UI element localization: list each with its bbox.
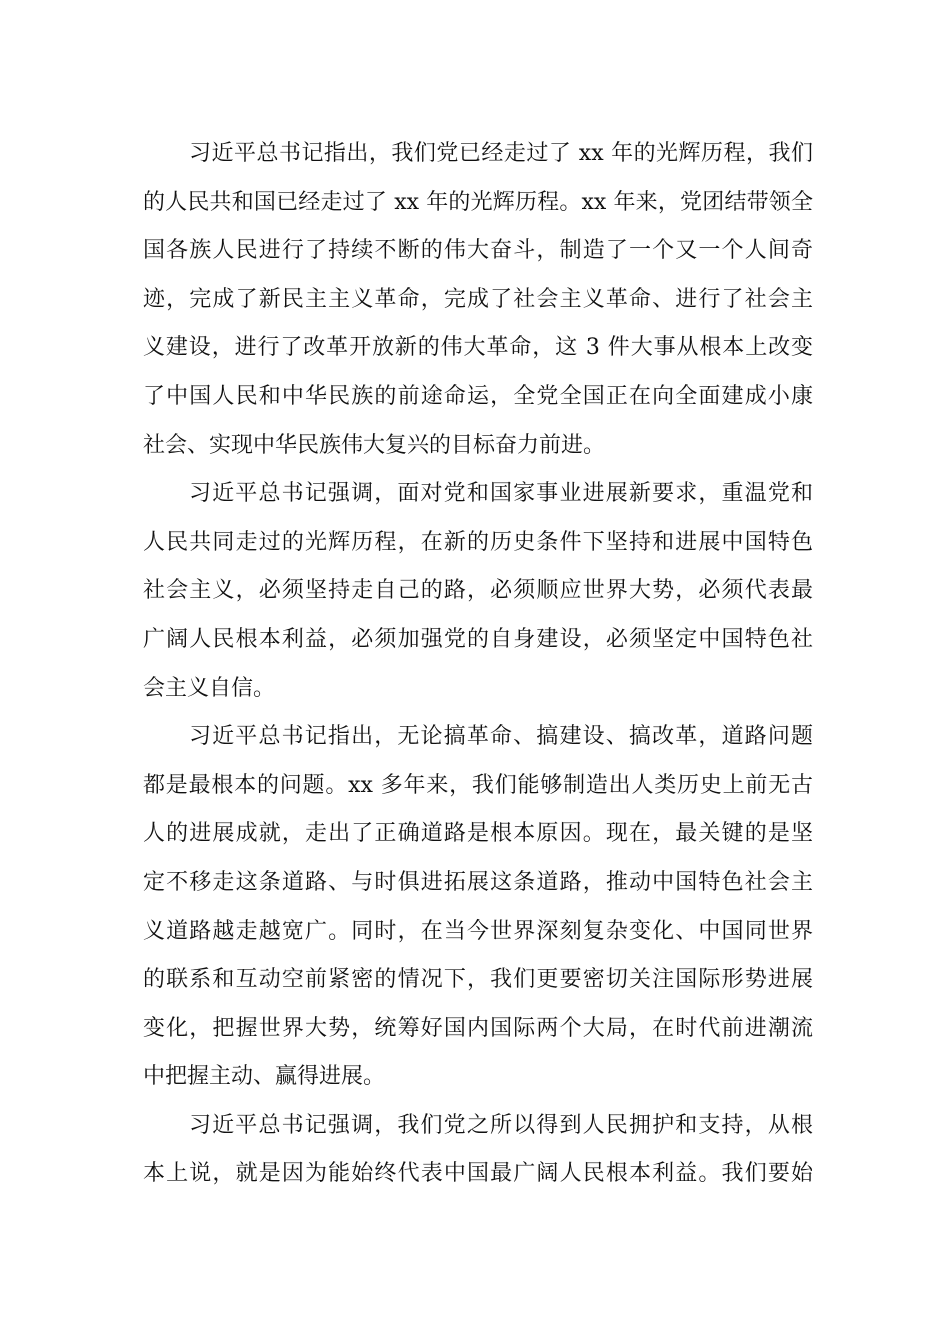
text-line: 会主义自信。 [143, 675, 276, 701]
text-line: 人民共同走过的光辉历程，在新的历史条件下坚持和进展中国特色 [143, 529, 813, 555]
text-line: 国各族人民进行了持续不断的伟大奋斗，制造了一个又一个人间奇 [143, 238, 813, 264]
document-body [143, 130, 813, 1199]
text-line: 的联系和互动空前紧密的情况下，我们更要密切关注国际形势进展 [143, 967, 813, 993]
text-line: 习近平总书记强调，我们党之所以得到人民拥护和支持，从根 [189, 1112, 813, 1138]
text-line: 人的进展成就，走出了正确道路是根本原因。现在，最关键的是坚 [143, 821, 813, 847]
text-line: 变化，把握世界大势，统筹好国内国际两个大局，在时代前进潮流 [143, 1015, 813, 1041]
text-line: 义道路越走越宽广。同时，在当今世界深刻复杂变化、中国同世界 [143, 918, 813, 944]
text-line: 中把握主动、赢得进展。 [143, 1064, 386, 1090]
text-line: 习近平总书记强调，面对党和国家事业进展新要求，重温党和 [189, 481, 813, 507]
text-line: 习近平总书记指出，无论搞革命、搞建设、搞改革，道路问题 [189, 724, 813, 750]
text-line: 习近平总书记指出，我们党已经走过了 xx 年的光辉历程，我们 [189, 141, 813, 166]
text-line: 都是最根本的问题。xx 多年来，我们能够制造出人类历史上前无古 [143, 772, 813, 798]
text-line: 社会、实现中华民族伟大复兴的目标奋力前进。 [143, 432, 606, 458]
text-line: 义建设，进行了改革开放新的伟大革命，这 3 件大事从根本上改变 [143, 335, 813, 361]
text-line: 社会主义，必须坚持走自己的路，必须顺应世界大势，必须代表最 [143, 578, 813, 604]
text-line: 定不移走这条道路、与时俱进拓展这条道路，推动中国特色社会主 [143, 869, 813, 895]
text-line: 迹，完成了新民主主义革命，完成了社会主义革命、进行了社会主 [143, 286, 813, 312]
text-line: 广阔人民根本利益，必须加强党的自身建设，必须坚定中国特色社 [143, 626, 813, 652]
text-line: 的人民共和国已经走过了 xx 年的光辉历程。xx 年来，党团结带领全 [143, 189, 813, 215]
text-line: 了中国人民和中华民族的前途命运，全党全国正在向全面建成小康 [143, 383, 813, 409]
text-line: 本上说，就是因为能始终代表中国最广阔人民根本利益。我们要始 [143, 1161, 813, 1187]
